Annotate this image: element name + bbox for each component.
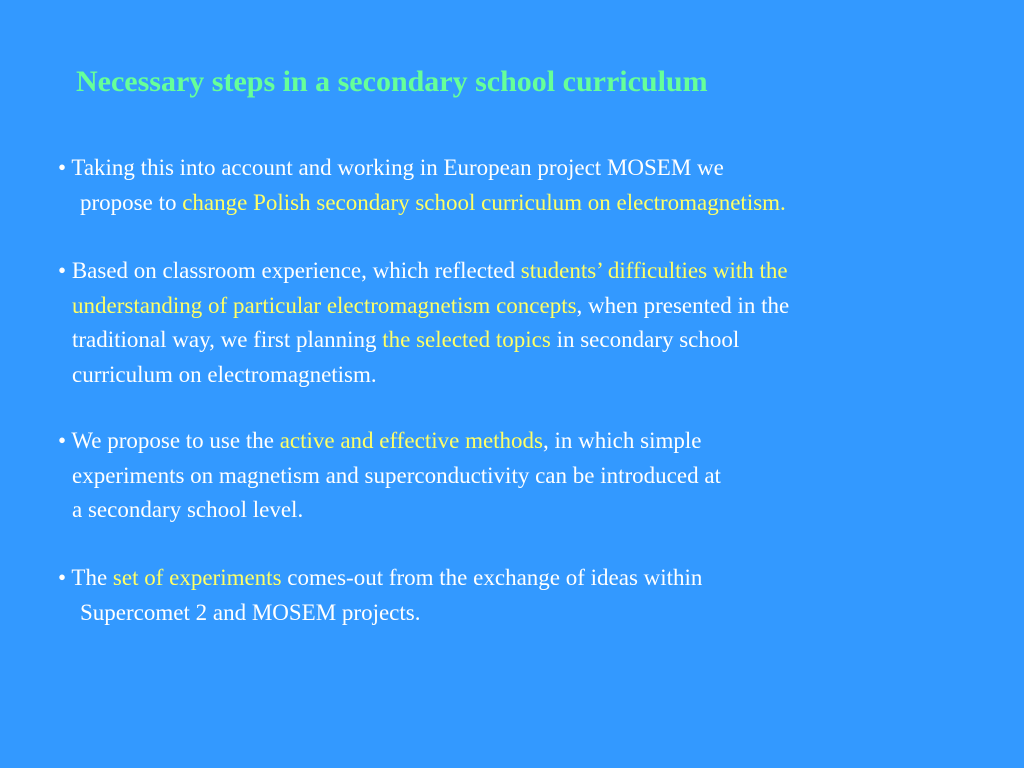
bullet-line — [58, 596, 702, 631]
bullet-line — [58, 459, 721, 494]
bullet-line — [58, 493, 721, 528]
body-text: , in which simple — [543, 428, 702, 453]
bullet-line — [58, 358, 789, 393]
body-text: We propose to use the — [71, 428, 280, 453]
bullet-marker: • — [58, 155, 72, 180]
highlighted-text: set of experiments — [112, 565, 282, 590]
bullet-marker: • — [58, 428, 72, 453]
body-text: comes-out from the exchange of ideas within — [281, 565, 703, 590]
highlighted-text: the selected topics — [382, 327, 551, 352]
body-text: propose to — [80, 189, 183, 215]
body-text: traditional way, we first planning — [72, 327, 383, 352]
highlighted-text: students’ difficulties with the — [520, 258, 788, 283]
bullet-line — [58, 424, 721, 459]
slide-title: Necessary steps in a secondary school curriculum — [76, 65, 708, 98]
body-text: Based on classroom experience, which reflected — [71, 258, 521, 283]
body-text: Supercomet 2 and MOSEM projects. — [80, 599, 421, 625]
bullet-item — [58, 151, 786, 220]
bullet-item — [58, 424, 721, 528]
bullet-line — [58, 151, 786, 186]
body-text: Taking this into account and working in European project MOSEM we — [71, 155, 724, 180]
highlighted-text: active and effective methods — [279, 428, 544, 453]
highlighted-text: change Polish secondary school curriculum on electromagnetism. — [182, 189, 786, 215]
body-text: curriculum on electromagnetism. — [72, 361, 377, 387]
bullet-line — [58, 254, 789, 289]
body-text: a secondary school level. — [72, 497, 304, 522]
body-text: experiments on magnetism and superconductivity can be introduced at — [72, 462, 721, 488]
body-text: in secondary school — [550, 327, 740, 352]
bullet-line — [58, 186, 786, 221]
bullet-item — [58, 254, 789, 392]
bullet-line — [58, 323, 789, 358]
bullet-marker: • — [58, 565, 72, 590]
bullet-marker: • — [58, 258, 72, 283]
bullet-item — [58, 561, 702, 630]
body-text: , when presented in the — [576, 292, 790, 318]
body-text: The — [71, 565, 113, 590]
bullet-line — [58, 289, 789, 324]
highlighted-text: understanding of particular electromagnetism concepts — [72, 292, 577, 318]
bullet-line — [58, 561, 702, 596]
